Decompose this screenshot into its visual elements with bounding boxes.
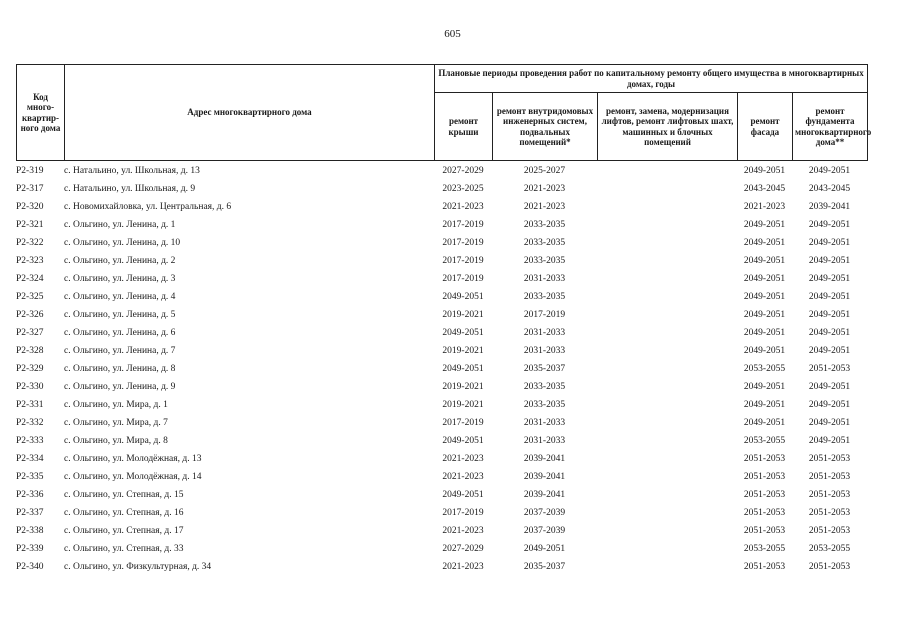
cell-systems: 2031-2033 [523,346,566,356]
cell-roof: 2021-2023 [442,454,484,464]
cell-roof: 2017-2019 [442,508,484,518]
cell-code: Р2-322 [16,238,44,248]
table-row [16,162,867,180]
cell-address: с. Ольгино, ул. Ленина, д. 1 [64,220,176,230]
cell-code: Р2-326 [16,310,44,320]
table-row [16,198,867,216]
cell-foundation: 2039-2041 [808,202,851,212]
cell-code: Р2-327 [16,328,44,338]
cell-address: с. Ольгино, ул. Степная, д. 17 [64,526,184,536]
cell-facade: 2049-2051 [743,220,786,230]
cell-facade: 2049-2051 [743,418,786,428]
cell-facade: 2049-2051 [743,400,786,410]
cell-foundation: 2053-2055 [808,544,851,554]
cell-facade: 2051-2053 [743,562,786,572]
cell-systems: 2021-2023 [523,184,566,194]
cell-systems: 2039-2041 [523,490,566,500]
cell-facade: 2051-2053 [743,526,786,536]
cell-roof: 2049-2051 [442,292,484,302]
table-row [16,252,867,270]
cell-facade: 2049-2051 [743,166,786,176]
cell-address: с. Ольгино, ул. Мира, д. 7 [64,418,168,428]
cell-foundation: 2049-2051 [808,166,851,176]
cell-foundation: 2049-2051 [808,220,851,230]
cell-roof: 2019-2021 [442,382,484,392]
cell-address: с. Ольгино, ул. Ленина, д. 5 [64,310,176,320]
cell-address: с. Ольгино, ул. Ленина, д. 2 [64,256,176,266]
cell-code: Р2-319 [16,166,44,176]
cell-roof: 2017-2019 [442,418,484,428]
table-row [16,522,867,540]
cell-foundation: 2049-2051 [808,328,851,338]
cell-code: Р2-329 [16,364,44,374]
cell-foundation: 2049-2051 [808,436,851,446]
cell-foundation: 2049-2051 [808,256,851,266]
cell-facade: 2049-2051 [743,346,786,356]
cell-systems: 2033-2035 [523,292,566,302]
table-row [16,396,867,414]
cell-systems: 2033-2035 [523,220,566,230]
cell-address: с. Новомихайловка, ул. Центральная, д. 6 [64,202,232,212]
cell-code: Р2-339 [16,544,44,554]
cell-foundation: 2049-2051 [808,400,851,410]
cell-code: Р2-325 [16,292,44,302]
cell-roof: 2019-2021 [442,310,484,320]
cell-facade: 2049-2051 [743,238,786,248]
cell-roof: 2023-2025 [442,184,484,194]
cell-facade: 2049-2051 [743,382,786,392]
cell-roof: 2049-2051 [442,328,484,338]
cell-systems: 2033-2035 [523,400,566,410]
cell-code: Р2-317 [16,184,44,194]
cell-systems: 2017-2019 [523,310,566,320]
cell-code: Р2-340 [16,562,44,572]
table-row [16,306,867,324]
cell-code: Р2-330 [16,382,44,392]
cell-roof: 2049-2051 [442,490,484,500]
header-systems: ремонт внутридомовых инженерных систем, подвальных помещений* [493,93,598,161]
cell-facade: 2049-2051 [743,256,786,266]
cell-roof: 2021-2023 [442,562,484,572]
cell-systems: 2035-2037 [523,364,566,374]
table-row [16,504,867,522]
cell-address: с. Ольгино, ул. Физкультурная, д. 34 [64,562,212,572]
cell-code: Р2-331 [16,400,44,410]
cell-address: с. Ольгино, ул. Степная, д. 15 [64,490,184,500]
cell-roof: 2049-2051 [442,364,484,374]
cell-roof: 2049-2051 [442,436,484,446]
table-row [16,540,867,558]
cell-systems: 2031-2033 [523,274,566,284]
cell-roof: 2017-2019 [442,238,484,248]
table-row [16,324,867,342]
cell-code: Р2-332 [16,418,44,428]
header-facade: ремонт фасада [738,93,793,161]
cell-address: с. Ольгино, ул. Ленина, д. 8 [64,364,176,374]
table-row [16,342,867,360]
cell-code: Р2-321 [16,220,44,230]
table-row [16,486,867,504]
cell-facade: 2051-2053 [743,454,786,464]
table-row [16,450,867,468]
cell-address: с. Ольгино, ул. Молодёжная, д. 14 [64,472,202,482]
cell-foundation: 2049-2051 [808,346,851,356]
cell-foundation: 2051-2053 [808,454,851,464]
table-row [16,378,867,396]
cell-facade: 2049-2051 [743,274,786,284]
cell-systems: 2031-2033 [523,328,566,338]
cell-foundation: 2051-2053 [808,364,851,374]
cell-code: Р2-337 [16,508,44,518]
cell-facade: 2053-2055 [743,436,786,446]
cell-facade: 2021-2023 [743,202,786,212]
header-address: Адрес многоквартирного дома [65,65,435,161]
cell-systems: 2033-2035 [523,382,566,392]
cell-facade: 2053-2055 [743,364,786,374]
cell-address: с. Ольгино, ул. Ленина, д. 4 [64,292,176,302]
cell-facade: 2053-2055 [743,544,786,554]
cell-code: Р2-328 [16,346,44,356]
cell-roof: 2019-2021 [442,346,484,356]
cell-code: Р2-320 [16,202,44,212]
cell-facade: 2049-2051 [743,310,786,320]
cell-systems: 2039-2041 [523,472,566,482]
header-code: Код много-квартир-ного дома [17,65,65,161]
table-row [16,288,867,306]
cell-facade: 2043-2045 [743,184,786,194]
cell-foundation: 2051-2053 [808,490,851,500]
cell-roof: 2021-2023 [442,472,484,482]
cell-foundation: 2051-2053 [808,508,851,518]
cell-code: Р2-334 [16,454,44,464]
cell-roof: 2021-2023 [442,202,484,212]
header-roof: ремонт крыши [435,93,493,161]
cell-foundation: 2049-2051 [808,292,851,302]
cell-address: с. Ольгино, ул. Мира, д. 8 [64,436,168,446]
cell-roof: 2027-2029 [442,166,484,176]
cell-systems: 2025-2027 [523,166,566,176]
cell-foundation: 2049-2051 [808,418,851,428]
cell-address: с. Ольгино, ул. Ленина, д. 10 [64,238,181,248]
cell-systems: 2033-2035 [523,238,566,248]
cell-code: Р2-324 [16,274,44,284]
cell-foundation: 2043-2045 [808,184,851,194]
cell-systems: 2049-2051 [523,544,566,554]
cell-code: Р2-336 [16,490,44,500]
cell-roof: 2017-2019 [442,220,484,230]
cell-foundation: 2049-2051 [808,238,851,248]
cell-foundation: 2051-2053 [808,526,851,536]
cell-roof: 2017-2019 [442,274,484,284]
table-row [16,270,867,288]
cell-systems: 2039-2041 [523,454,566,464]
cell-roof: 2019-2021 [442,400,484,410]
header-foundation: ремонт фундамента многоквартирного дома** [793,93,868,161]
cell-address: с. Ольгино, ул. Молодёжная, д. 13 [64,454,202,464]
cell-systems: 2031-2033 [523,436,566,446]
cell-address: с. Натальино, ул. Школьная, д. 13 [64,166,200,176]
cell-roof: 2021-2023 [442,526,484,536]
table-row [16,414,867,432]
cell-systems: 2037-2039 [523,526,566,536]
header-lifts: ремонт, замена, модернизация лифтов, ремонт лифтовых шахт, машинных и блочных помещений [598,93,738,161]
header-periods: Плановые периоды проведения работ по капитальному ремонту общего имущества в многоквартирных домах, годы [435,65,868,93]
cell-address: с. Ольгино, ул. Степная, д. 33 [64,544,184,554]
cell-code: Р2-335 [16,472,44,482]
cell-systems: 2033-2035 [523,256,566,266]
table-header [16,64,872,161]
cell-systems: 2035-2037 [523,562,566,572]
cell-facade: 2051-2053 [743,472,786,482]
cell-address: с. Ольгино, ул. Мира, д. 1 [64,400,168,410]
table-row [16,558,867,576]
cell-address: с. Ольгино, ул. Степная, д. 16 [64,508,184,518]
cell-facade: 2049-2051 [743,328,786,338]
cell-foundation: 2051-2053 [808,472,851,482]
cell-systems: 2037-2039 [523,508,566,518]
cell-foundation: 2049-2051 [808,274,851,284]
cell-code: Р2-333 [16,436,44,446]
table-row [16,432,867,450]
cell-address: с. Натальино, ул. Школьная, д. 9 [64,184,196,194]
cell-systems: 2021-2023 [523,202,566,212]
cell-roof: 2017-2019 [442,256,484,266]
page-number: 605 [444,28,461,40]
cell-address: с. Ольгино, ул. Ленина, д. 7 [64,346,176,356]
table-row [16,468,867,486]
table-row [16,216,867,234]
cell-code: Р2-323 [16,256,44,266]
cell-code: Р2-338 [16,526,44,536]
cell-address: с. Ольгино, ул. Ленина, д. 9 [64,382,176,392]
cell-roof: 2027-2029 [442,544,484,554]
table-body [16,162,867,576]
table-row [16,180,867,198]
cell-foundation: 2049-2051 [808,310,851,320]
table-row [16,234,867,252]
cell-facade: 2051-2053 [743,490,786,500]
table-row [16,360,867,378]
cell-systems: 2031-2033 [523,418,566,428]
cell-facade: 2051-2053 [743,508,786,518]
cell-address: с. Ольгино, ул. Ленина, д. 3 [64,274,176,284]
cell-facade: 2049-2051 [743,292,786,302]
cell-address: с. Ольгино, ул. Ленина, д. 6 [64,328,176,338]
cell-foundation: 2051-2053 [808,562,851,572]
cell-foundation: 2049-2051 [808,382,851,392]
